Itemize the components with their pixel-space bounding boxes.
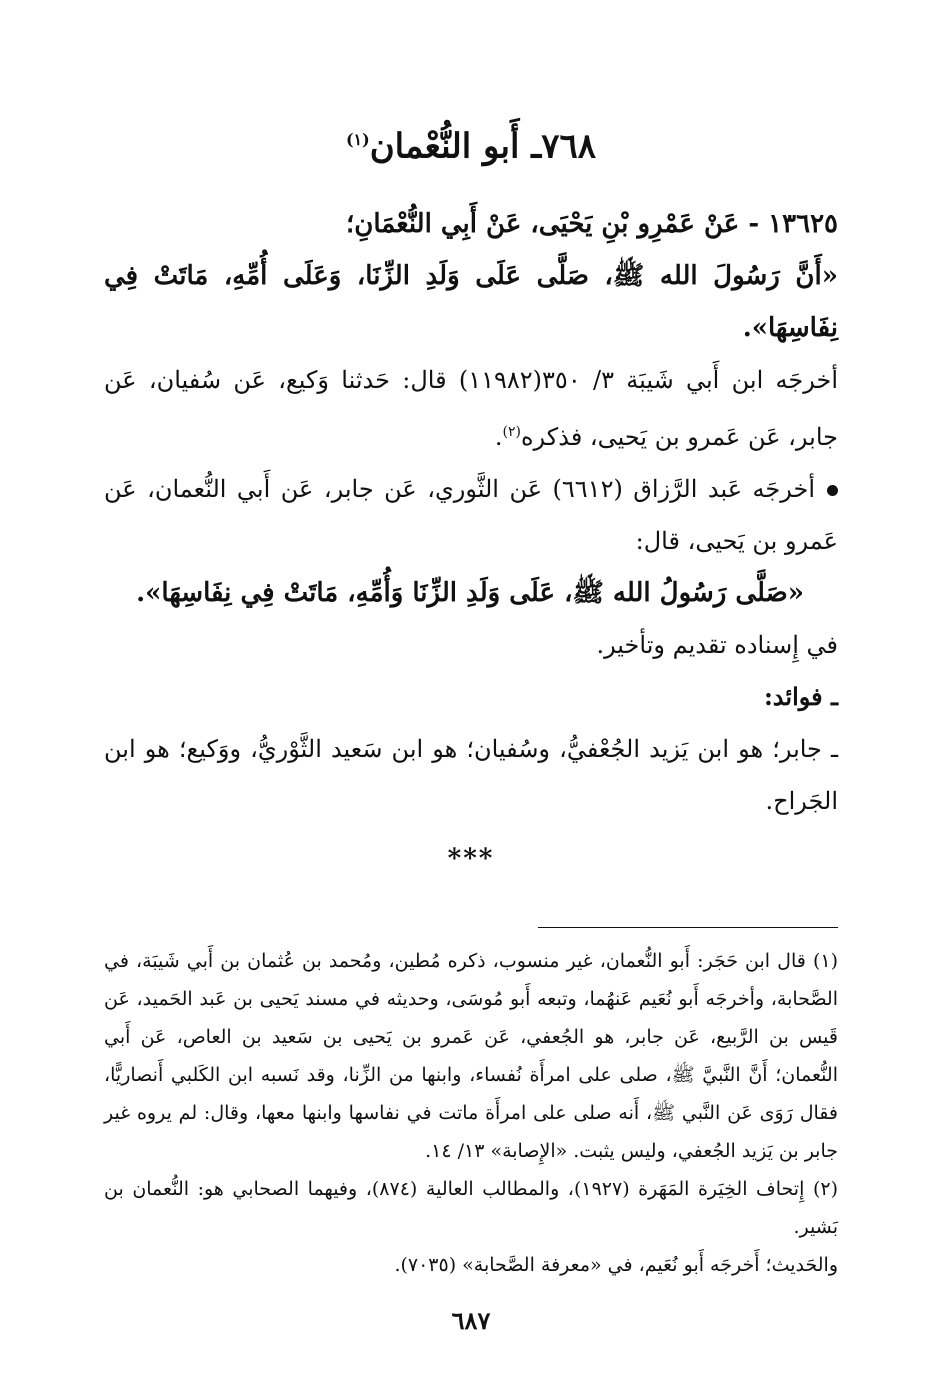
footnote-2-text: إِتحاف الخِيَرة المَهَرة (١٩٢٧)، والمطالب العالية (٨٧٤)، وفيهما الصحابي هو: النُّعمان بن بَشير. — [104, 1178, 838, 1238]
takhrij-1-end: . — [494, 423, 503, 451]
fawaid-text: ـ جابر؛ هو ابن يَزيد الجُعْفيُّ، وسُفيان؛ هو ابن سَعيد الثَّوْريُّ، ووَكيع؛ هو ابن الجَراح. — [104, 735, 838, 815]
bullet-icon — [827, 485, 838, 496]
takhrij-paragraph-1 — [104, 354, 838, 463]
main-text — [104, 198, 838, 885]
takhrij-1-footnote-ref: (٢) — [502, 424, 521, 440]
chapter-title — [100, 118, 842, 168]
chapter-footnote-ref: (١) — [345, 130, 370, 149]
page-number: ٦٨٧ — [451, 1306, 491, 1335]
footnote-1 — [104, 942, 838, 1170]
footnote-1-marker: (١) — [812, 950, 838, 972]
footnote-divider — [538, 927, 838, 928]
footnote-1-text: قال ابن حَجَر: أَبو النُّعمان، غير منسوب، ذكره مُطين، ومُحمد بن عُثمان بن أَبي شَيبَة، في الصَّحابة، وأخرجَه أَبو نُعَيم عَنهُما، وتبعه أَبو مُوسَى، وحديثه في مسند يَحيى بن عَبد الحَميد، عَن قَيس بن الرَّبيع، عَن جابر، هو الجُعفي، عَن عَمرو بن يَحيى بن سَعيد بن العاص، عَن أَبي النُّعمان؛ أَنَّ النَّبيَّ ﷺ، صلى على امرأَة نُفساء، وابنها من الزِّنا، وقد نَسبه ابن الكَلبي أَنصاريًّا، فقال رَوَى عَن النَّبي ﷺ، أَنه صلى على امرأَة ماتت في نفاسها وابنها معها، وقال: لم يروه غير جابر بن يَزيد الجُعفي، وليس يثبت. «الإِصابة» ١٣/ ١٤. — [104, 950, 838, 1162]
footnote-2-marker: (٢) — [812, 1178, 839, 1200]
takhrij-1-text: أخرجَه ابن أَبي شَيبَة ٣/ ٣٥٠(١١٩٨٢) قال: حَدثنا وَكيع، عَن سُفيان، عَن جابر، عَن عَمرو بن يَحيى، فذكره — [104, 366, 838, 451]
isnad-note: في إِسناده تقديم وتأخير. — [596, 631, 838, 659]
takhrij-2-text: أخرجَه عَبد الرَّزاق (٦٦١٢) عَن الثَّوري، عَن جابر، عَن أَبي النُّعمان، عَن عَمرو بن يَحيى، قال: — [104, 475, 838, 555]
hadith-matn-2: «صَلَّى رَسُولُ الله ﷺ، عَلَى وَلَدِ الزِّنَا وَأُمِّهِ، مَاتَتْ فِي نِفَاسِهَا». — [136, 578, 804, 608]
hadith-matn: «أَنَّ رَسُولَ الله ﷺ، صَلَّى عَلَى وَلَدِ الزِّنَا، وَعَلَى أُمِّهِ، مَاتَتْ فِي نِفَاسِهَا». — [104, 261, 838, 343]
chapter-title-text: ٧٦٨ـ أَبو النُّعْمان — [369, 126, 597, 167]
footnotes — [104, 942, 838, 1284]
footnote-2 — [104, 1170, 838, 1246]
takhrij-paragraph-2 — [104, 463, 838, 567]
fawaid-heading: ـ فوائد: — [763, 682, 838, 711]
hadith-head: ١٣٦٢٥ - عَنْ عَمْرِو بْنِ يَحْيَى، عَنْ أَبِي النُّعْمَانِ؛ — [345, 209, 838, 239]
section-separator: *** — [447, 844, 495, 874]
footnote-2-continuation: والحَديث؛ أَخرجَه أَبو نُعَيم، في «معرفة الصَّحابة» (٧٠٣٥). — [394, 1254, 838, 1276]
